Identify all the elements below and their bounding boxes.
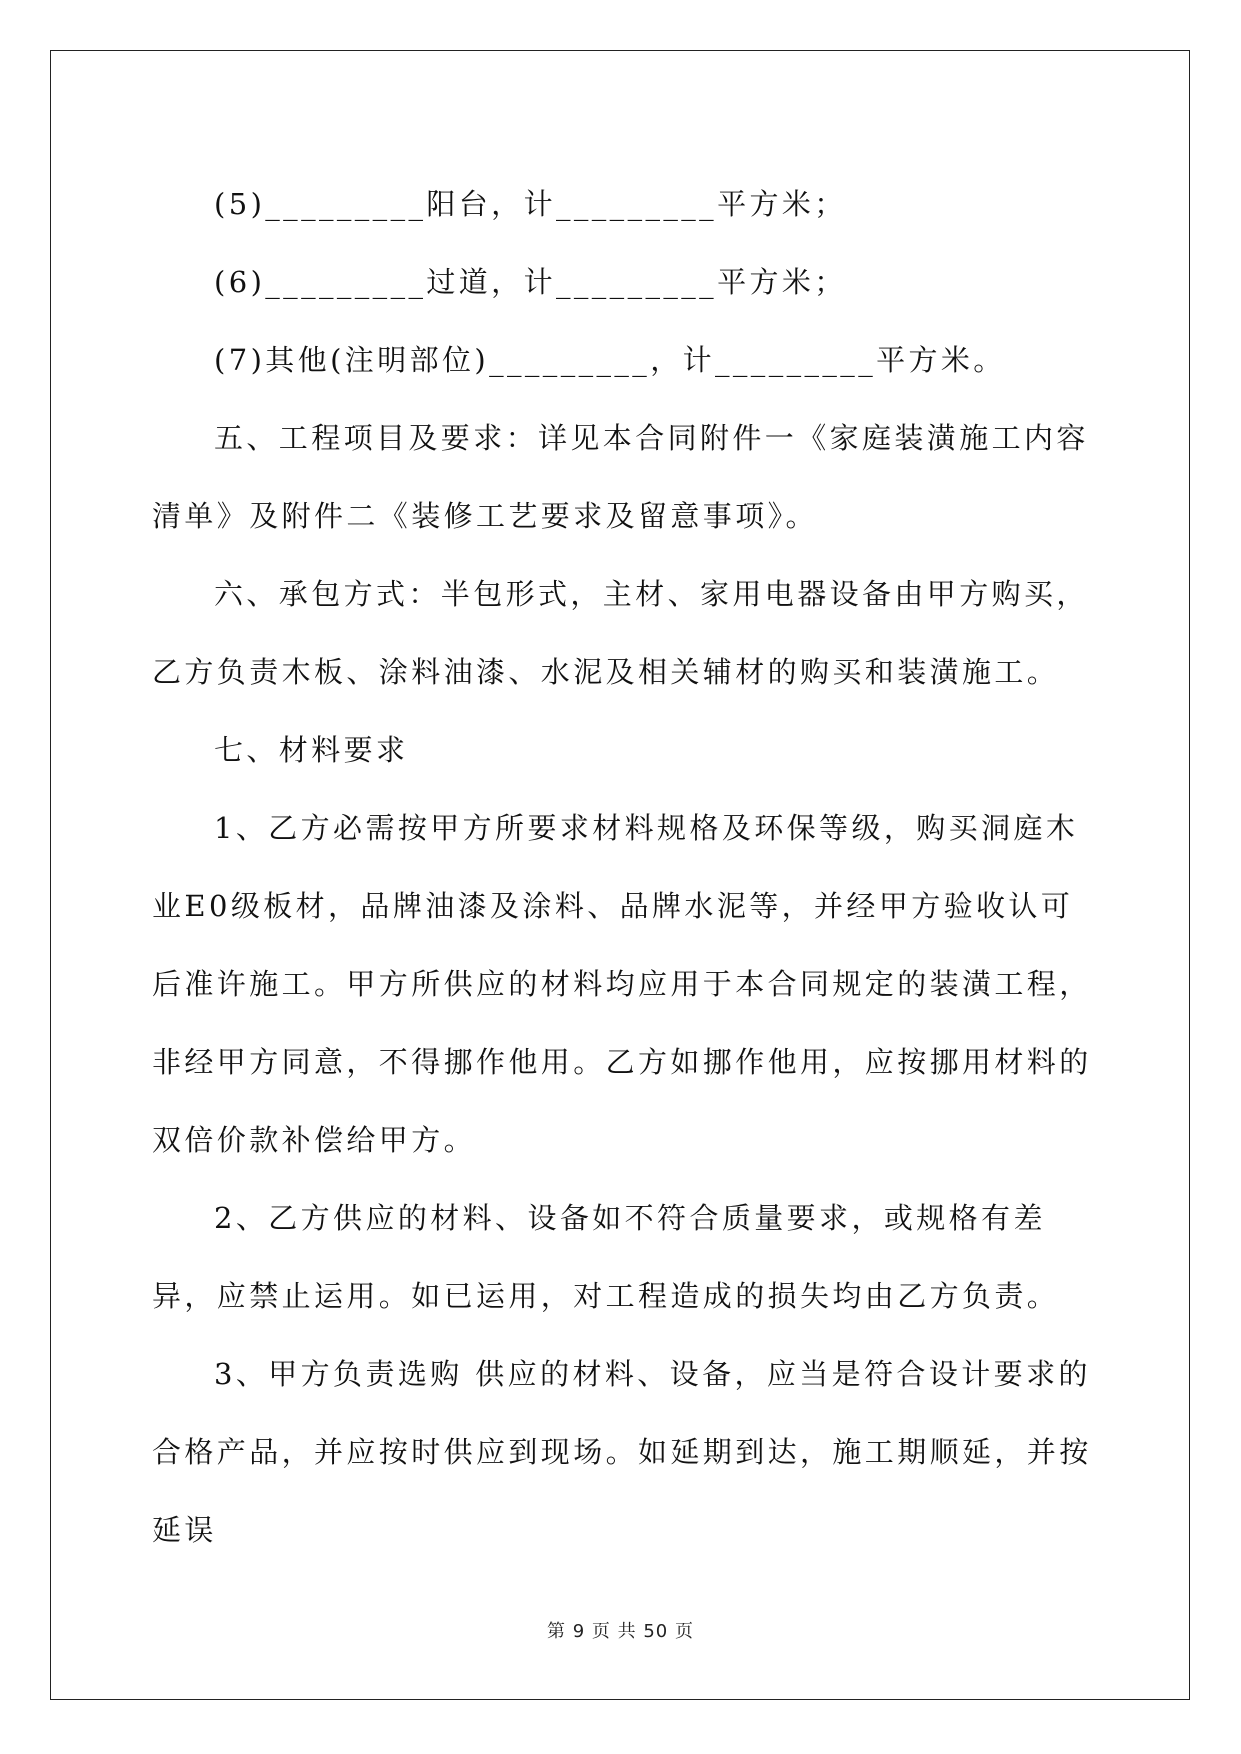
paragraph-other-area: (7)其他(注明部位)_________，计_________平方米。 <box>214 343 1006 377</box>
page-number-footer: 第 9 页 共 50 页 <box>547 1621 694 1642</box>
paragraph-material-clause-1: 1、乙方必需按甲方所要求材料规格及环保等级，购买洞庭木业E0级板材，品牌油漆及涂料、品牌水泥等，并经甲方验收认可后准许施工。甲方所供应的材料均应用于本合同规定的装潢工程，非经甲方同意，不得挪作他用。乙方如挪作他用，应按挪用材料的双倍价款补偿给甲方。 <box>152 811 1092 1157</box>
paragraph-material-clause-3: 3、甲方负责选购 供应的材料、设备，应当是符合设计要求的合格产品，并应按时供应到现场。如延期到达，施工期顺延，并按延误 <box>152 1357 1092 1547</box>
paragraph-project-items: 五、工程项目及要求：详见本合同附件一《家庭装潢施工内容清单》及附件二《装修工艺要求及留意事项》。 <box>152 421 1089 533</box>
paragraph-material-clause-2: 2、乙方供应的材料、设备如不符合质量要求，或规格有差异，应禁止运用。如已运用，对工程造成的损失均由乙方负责。 <box>152 1201 1060 1313</box>
paragraph-balcony-area: (5)_________阳台，计_________平方米； <box>214 187 847 221</box>
paragraph-material-heading: 七、材料要求 <box>214 733 409 767</box>
paragraph-contract-mode: 六、承包方式：半包形式，主材、家用电器设备由甲方购买，乙方负责木板、涂料油漆、水泥及相关辅材的购买和装潢施工。 <box>152 577 1089 689</box>
document-body <box>152 165 1092 1569</box>
paragraph-corridor-area: (6)_________过道，计_________平方米； <box>214 265 847 299</box>
